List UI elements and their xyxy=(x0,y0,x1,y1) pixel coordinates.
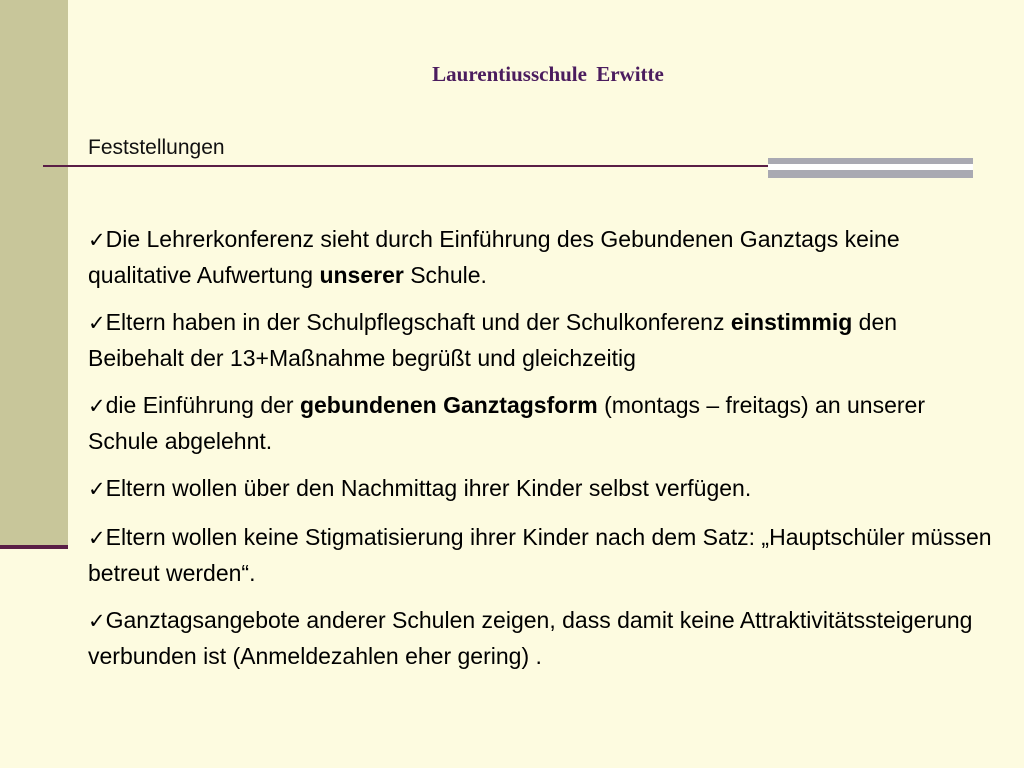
bullet-emphasis: gebundenen Ganztagsform xyxy=(299,392,598,418)
bullet-text: Eltern wollen über den Nachmittag ihrer Kinder selbst verfügen. xyxy=(105,475,752,501)
bullet-text: die Einführung der xyxy=(105,392,300,418)
bullet-text: Eltern haben in der Schulpflegschaft und der Schulkonferenz xyxy=(105,309,731,335)
checkmark-icon: ✓ xyxy=(88,312,106,335)
bullet-text: Eltern wollen keine Stigmatisierung ihrer Kinder nach dem Satz: „Hauptschüler müssen betreut werden“. xyxy=(88,524,992,586)
left-accent-rule xyxy=(0,545,68,549)
bullet-emphasis: unserer xyxy=(319,262,404,288)
slide-subtitle: Feststellungen xyxy=(88,136,225,159)
bullet-emphasis: einstimmig xyxy=(730,309,853,335)
header-divider xyxy=(43,165,773,167)
bullet-item xyxy=(88,520,993,590)
checkmark-icon: ✓ xyxy=(88,610,106,633)
bullet-text: Ganztagsangebote anderer Schulen zeigen, dass damit keine Attraktivitätssteigerung verbunden ist (Anmeldezahlen eher gering) . xyxy=(88,607,973,669)
bullet-item xyxy=(88,305,993,375)
bullet-text: den Beibehalt der 13+Maßnahme begrüßt und gleichzeitig xyxy=(88,309,898,371)
slide-title: Laurentiusschule Erwitte xyxy=(432,62,664,86)
bullet-text: Die Lehrerkonferenz sieht durch Einführung des Gebundenen Ganztags keine qualitative Aufwertung xyxy=(88,226,900,288)
checkmark-icon: ✓ xyxy=(88,478,106,501)
checkmark-icon: ✓ xyxy=(88,527,106,550)
bullet-item xyxy=(88,388,993,458)
bullet-text: (montags – freitags) an unserer Schule abgelehnt. xyxy=(88,392,925,454)
header-decoration-stripe-top xyxy=(768,158,973,164)
bullet-item xyxy=(88,471,993,507)
header-decoration-stripe-bottom xyxy=(768,170,973,178)
checkmark-icon: ✓ xyxy=(88,395,106,418)
bullet-item xyxy=(88,603,993,673)
bullet-item xyxy=(88,222,993,292)
bullet-text: Schule. xyxy=(403,262,487,288)
checkmark-icon: ✓ xyxy=(88,229,106,252)
bullet-list xyxy=(88,222,993,686)
